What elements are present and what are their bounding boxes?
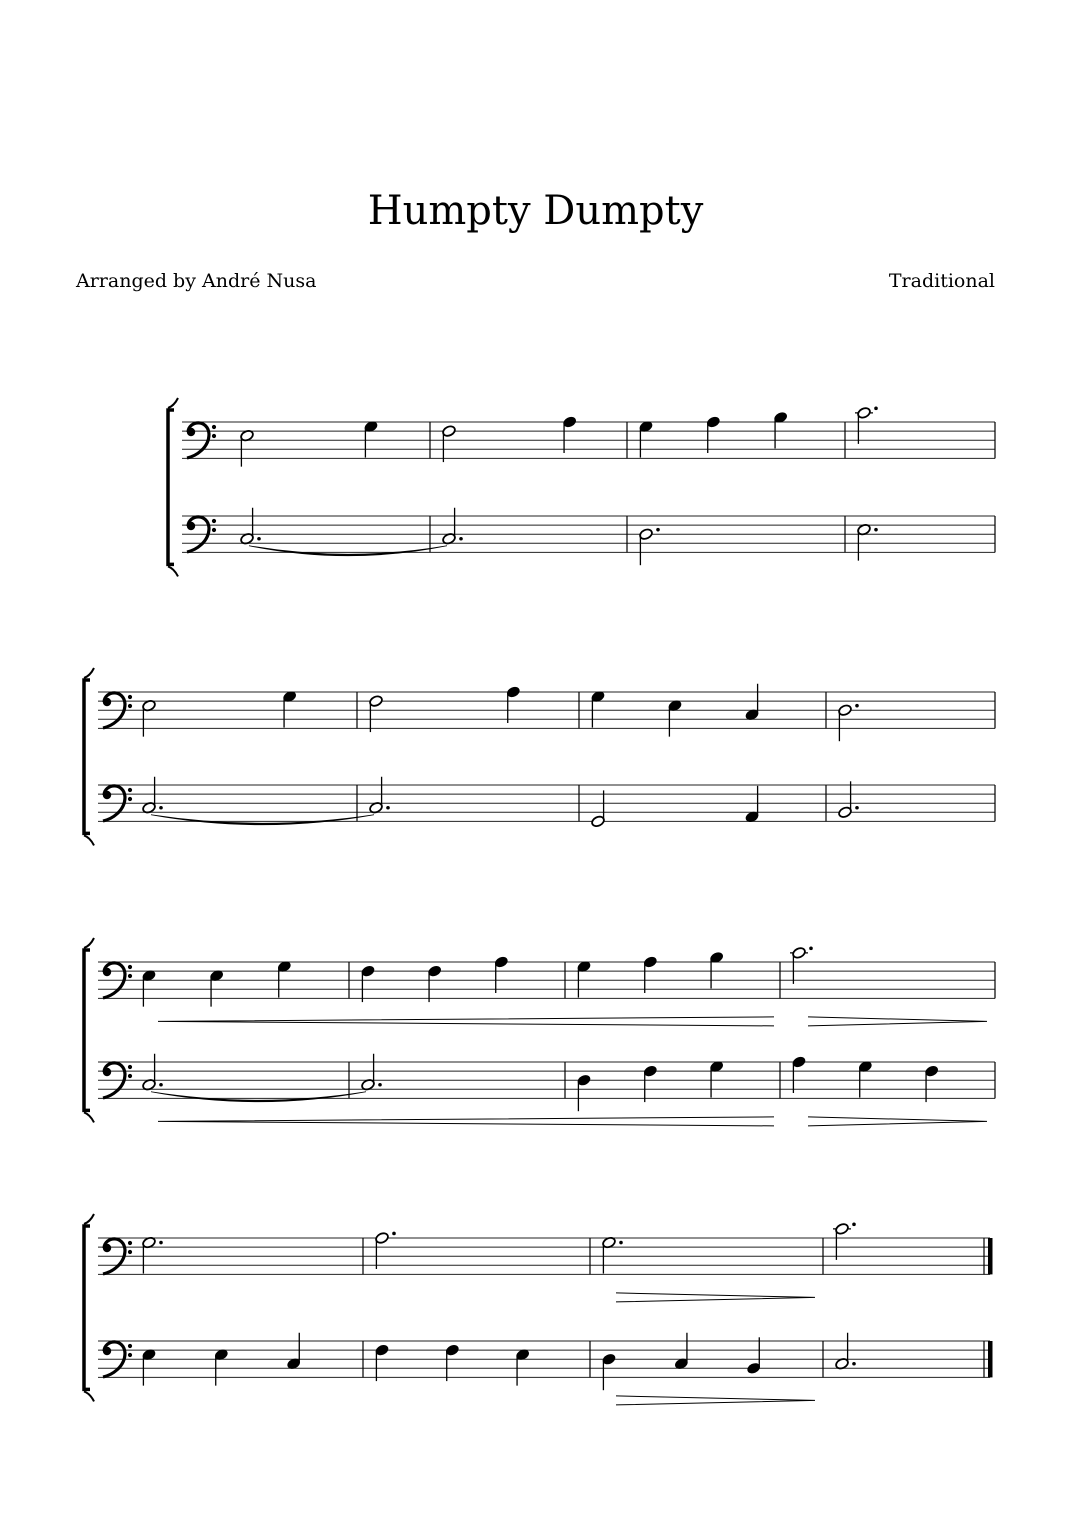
- tie-slur: [151, 815, 374, 825]
- note: [142, 1348, 157, 1386]
- note: [591, 790, 606, 828]
- augmentation-dot: [874, 407, 878, 411]
- bass-clef-dot: [128, 1065, 132, 1069]
- tie-slur: [249, 546, 447, 556]
- bass-clef-dot: [128, 788, 132, 792]
- staff-part-2: [182, 508, 995, 565]
- bracket-hook: [84, 1112, 94, 1122]
- diminuendo-hairpin: [808, 1117, 987, 1126]
- note: [602, 1236, 623, 1274]
- bass-clef-dot: [212, 425, 216, 429]
- bass-clef-dot: [128, 965, 132, 969]
- augmentation-dot: [855, 806, 859, 810]
- note: [643, 1065, 658, 1103]
- note: [709, 1060, 724, 1098]
- note: [361, 1054, 382, 1092]
- note: [364, 420, 379, 458]
- system-1: [168, 398, 995, 576]
- system-2: [84, 668, 995, 845]
- note: [639, 528, 660, 566]
- augmentation-dot: [378, 1083, 382, 1087]
- augmentation-dot: [386, 806, 390, 810]
- note: [214, 1348, 229, 1386]
- note: [369, 695, 384, 733]
- bass-clef-dot: [128, 704, 132, 708]
- note: [369, 777, 390, 815]
- composer-credit: Traditional: [888, 270, 995, 292]
- augmentation-dot: [257, 537, 261, 541]
- bass-clef-dot: [128, 1344, 132, 1348]
- bass-clef-knob: [103, 968, 111, 976]
- augmentation-dot: [874, 528, 878, 532]
- augmentation-dot: [159, 806, 163, 810]
- note: [445, 1344, 460, 1382]
- crescendo-hairpin: [158, 1117, 774, 1126]
- note: [142, 699, 157, 737]
- note: [668, 699, 683, 737]
- bass-clef-knob: [187, 522, 195, 530]
- note: [855, 406, 878, 444]
- note: [577, 960, 592, 998]
- augmentation-dot: [656, 528, 660, 532]
- note: [790, 946, 813, 984]
- bracket-hook: [84, 1391, 94, 1401]
- system-bracket: [168, 410, 174, 564]
- bass-clef-knob: [103, 1068, 111, 1076]
- bracket-hook: [84, 938, 94, 948]
- diminuendo-hairpin: [808, 1017, 987, 1026]
- note: [442, 425, 457, 463]
- note: [494, 955, 509, 993]
- bass-clef-dot: [128, 695, 132, 699]
- note: [427, 965, 442, 1003]
- bracket-hook: [84, 1214, 94, 1224]
- note: [745, 684, 760, 722]
- bass-clef-dot: [128, 1250, 132, 1254]
- augmentation-dot: [855, 704, 859, 708]
- bass-clef-dot: [128, 797, 132, 801]
- staff-part-2: [98, 1054, 995, 1126]
- note: [674, 1333, 689, 1371]
- note: [835, 1333, 856, 1371]
- bass-clef-knob: [187, 428, 195, 436]
- note: [838, 704, 859, 742]
- note: [602, 1353, 617, 1391]
- note: [858, 1060, 873, 1098]
- note: [792, 1055, 807, 1093]
- bass-clef-knob: [103, 791, 111, 799]
- bass-clef-dot: [128, 974, 132, 978]
- note: [773, 411, 788, 449]
- bass-clef-dot: [128, 1074, 132, 1078]
- note: [286, 1333, 301, 1371]
- staff-part-1: [98, 1222, 993, 1302]
- note: [240, 508, 261, 546]
- staff-part-2: [98, 777, 995, 828]
- note: [577, 1074, 592, 1112]
- note: [924, 1065, 939, 1103]
- final-barline-thick: [988, 1341, 993, 1377]
- bass-clef-dot: [128, 1241, 132, 1245]
- system-bracket: [84, 950, 90, 1110]
- system-bracket: [84, 680, 90, 833]
- system-bracket: [84, 1226, 90, 1389]
- note: [838, 781, 859, 819]
- note: [643, 955, 658, 993]
- bass-clef-dot: [128, 1353, 132, 1357]
- note: [562, 415, 577, 453]
- augmentation-dot: [852, 1362, 856, 1366]
- augmentation-dot: [809, 947, 813, 951]
- augmentation-dot: [392, 1232, 396, 1236]
- note: [142, 1236, 163, 1274]
- note: [745, 786, 760, 824]
- bracket-hook: [168, 398, 178, 408]
- note: [142, 777, 163, 815]
- staff-part-2: [98, 1333, 993, 1405]
- note: [515, 1348, 530, 1386]
- note: [375, 1231, 396, 1269]
- bass-clef-knob: [103, 698, 111, 706]
- staff-part-1: [98, 684, 995, 741]
- bass-clef-dot: [212, 519, 216, 523]
- note: [277, 960, 292, 998]
- staff-part-1: [182, 406, 995, 466]
- bass-clef-knob: [103, 1244, 111, 1252]
- bracket-hook: [84, 668, 94, 678]
- tie-slur: [151, 1092, 366, 1102]
- page-title: Humpty Dumpty: [367, 188, 704, 234]
- staff-part-1: [98, 946, 995, 1026]
- note: [506, 685, 521, 723]
- note: [142, 1054, 163, 1092]
- bracket-hook: [84, 835, 94, 845]
- note: [706, 415, 721, 453]
- augmentation-dot: [159, 1083, 163, 1087]
- bracket-hook: [168, 566, 178, 576]
- system-3: [84, 938, 995, 1126]
- note: [639, 420, 654, 458]
- arranger-credit: Arranged by André Nusa: [76, 270, 317, 292]
- crescendo-hairpin: [158, 1017, 774, 1026]
- bass-clef-dot: [212, 434, 216, 438]
- note: [591, 690, 606, 728]
- diminuendo-hairpin: [616, 1396, 815, 1405]
- note: [833, 1222, 856, 1260]
- final-barline-thick: [988, 1238, 993, 1274]
- bass-clef-knob: [103, 1347, 111, 1355]
- note: [709, 951, 724, 989]
- note: [361, 965, 376, 1003]
- diminuendo-hairpin: [616, 1293, 815, 1302]
- augmentation-dot: [459, 537, 463, 541]
- note: [142, 969, 157, 1007]
- augmentation-dot: [159, 1241, 163, 1245]
- system-4: [84, 1214, 993, 1405]
- note: [375, 1344, 390, 1382]
- note: [209, 969, 224, 1007]
- augmentation-dot: [852, 1223, 856, 1227]
- note: [857, 523, 878, 561]
- note: [282, 690, 297, 728]
- note: [746, 1337, 761, 1375]
- augmentation-dot: [619, 1241, 623, 1245]
- note: [442, 508, 463, 546]
- bass-clef-dot: [212, 528, 216, 532]
- note: [240, 429, 255, 467]
